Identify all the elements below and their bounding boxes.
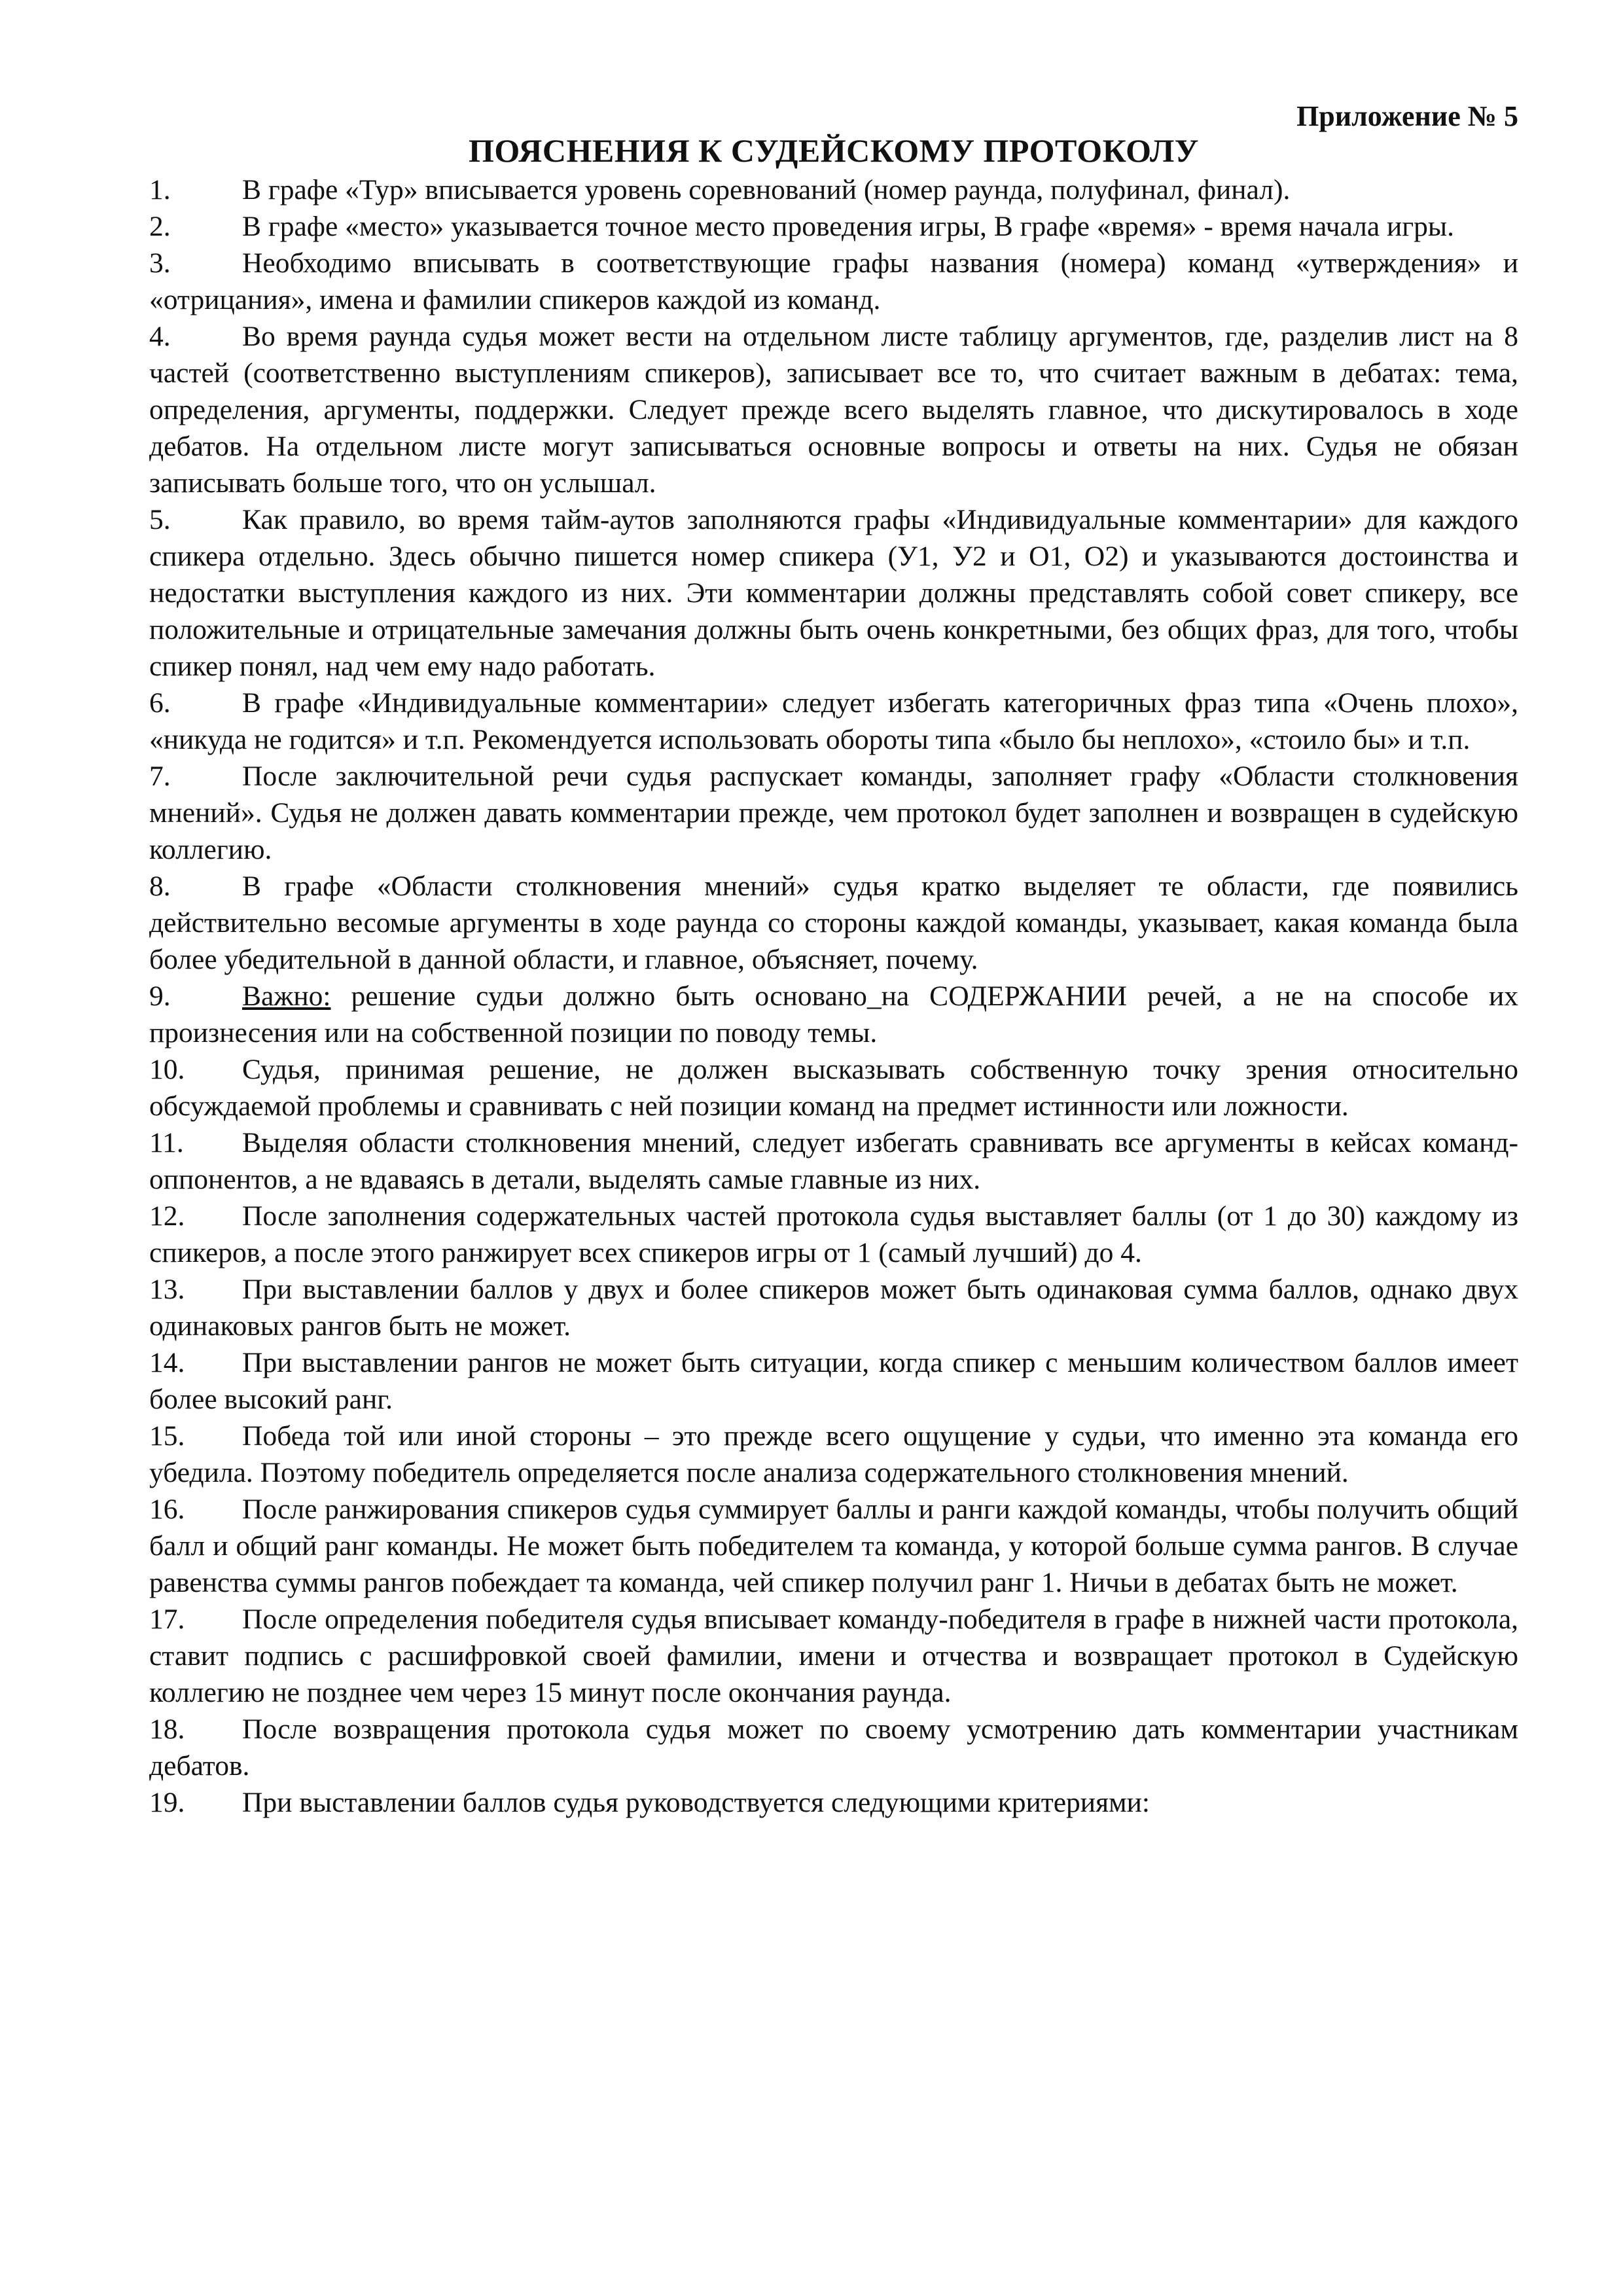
page-title: ПОЯСНЕНИЯ К СУДЕЙСКОМУ ПРОТОКОЛУ xyxy=(469,132,1199,169)
list-item xyxy=(149,1271,1518,1344)
item-text: В графе «Области столкновения мнений» судья кратко выделяет те области, где появились действительно весомые аргументы в ходе раунда со стороны каждой команды, указывает, какая команда была более убедительной в данной области, и главное, объясняет, почему. xyxy=(149,870,1518,975)
item-number: 7. xyxy=(149,761,171,792)
item-number: 2. xyxy=(149,211,171,242)
item-number: 15. xyxy=(149,1420,185,1452)
item-number: 14. xyxy=(149,1347,185,1378)
list-item xyxy=(149,208,1518,245)
item-number: 12. xyxy=(149,1200,185,1232)
list-item xyxy=(149,1051,1518,1124)
item-number: 10. xyxy=(149,1054,185,1085)
item-text: После заключительной речи судья распускает команды, заполняет графу «Области столкновения мнений». Судья не должен давать комментарии прежде, чем протокол будет заполнен и возвращен в судейскую коллегию. xyxy=(149,761,1518,865)
list-item xyxy=(149,978,1518,1051)
item-number: 19. xyxy=(149,1787,185,1818)
item-number: 17. xyxy=(149,1604,185,1635)
instructions-list xyxy=(149,171,1518,1821)
list-item xyxy=(149,318,1518,501)
item-text: После заполнения содержательных частей протокола судья выставляет баллы (от 1 до 30) каждому из спикеров, а после этого ранжирует всех спикеров игры от 1 (самый лучший) до 4. xyxy=(149,1200,1518,1268)
item-text: При выставлении баллов судья руководствуется следующими критериями: xyxy=(242,1787,1150,1818)
item-text: Необходимо вписывать в соответствующие графы названия (номера) команд «утверждения» и «отрицания», имена и фамилии спикеров каждой из команд. xyxy=(149,247,1518,315)
item-text: После возвращения протокола судья может по своему усмотрению дать комментарии участникам дебатов. xyxy=(149,1713,1518,1782)
list-item xyxy=(149,1198,1518,1271)
item-emphasis: Важно: xyxy=(242,980,331,1012)
item-text: После определения победителя судья вписывает команду-победителя в графе в нижней части протокола, ставит подпись с расшифровкой своей фамилии, имени и отчества и возвращает протокол в Судейскую коллегию не позднее чем через 15 минут после окончания раунда. xyxy=(149,1604,1518,1708)
item-text: Выделяя области столкновения мнений, следует избегать сравнивать все аргументы в кейсах команд-оппонентов, а не вдаваясь в детали, выделять самые главные из них. xyxy=(149,1127,1518,1195)
list-item xyxy=(149,1418,1518,1491)
item-number: 18. xyxy=(149,1713,185,1745)
item-text: Победа той или иной стороны – это прежде всего ощущение у судьи, что именно эта команда его убедила. Поэтому победитель определяется после анализа содержательного столкновения мнений. xyxy=(149,1420,1518,1488)
item-text: В графе «место» указывается точное место проведения игры, В графе «время» - время начала игры. xyxy=(242,211,1454,242)
list-item xyxy=(149,171,1518,208)
item-number: 4. xyxy=(149,321,171,352)
list-item xyxy=(149,1344,1518,1418)
item-number: 13. xyxy=(149,1274,185,1305)
item-text: Во время раунда судья может вести на отдельном листе таблицу аргументов, где, разделив лист на 8 частей (соответственно выступлениям спикеров), записывает все то, что считает важным в дебатах: тема, определения, аргументы, поддержки. Следует прежде всего выделять главное, что дискутировалось в ходе дебатов. На отдельном листе могут записываться основные вопросы и ответы на них. Судья не обязан записывать больше того, что он услышал. xyxy=(149,321,1518,499)
list-item xyxy=(149,1124,1518,1198)
item-number: 6. xyxy=(149,687,171,719)
item-number: 9. xyxy=(149,980,171,1012)
list-item xyxy=(149,868,1518,978)
list-item xyxy=(149,1601,1518,1711)
item-text: решение судьи должно быть основано_на СОДЕРЖАНИИ речей, а не на способе их произнесения или на собственной позиции по поводу темы. xyxy=(149,980,1518,1049)
list-item xyxy=(149,758,1518,868)
item-number: 1. xyxy=(149,174,171,206)
item-text: В графе «Тур» вписывается уровень соревнований (номер раунда, полуфинал, финал). xyxy=(242,174,1291,206)
item-number: 3. xyxy=(149,247,171,279)
item-number: 5. xyxy=(149,504,171,535)
list-item xyxy=(149,1711,1518,1784)
list-item xyxy=(149,501,1518,685)
item-text: При выставлении рангов не может быть ситуации, когда спикер с меньшим количеством баллов имеет более высокий ранг. xyxy=(149,1347,1518,1415)
list-item xyxy=(149,685,1518,758)
item-text: При выставлении баллов у двух и более спикеров может быть одинаковая сумма баллов, однако двух одинаковых рангов быть не может. xyxy=(149,1274,1518,1342)
item-text: После ранжирования спикеров судья суммирует баллы и ранги каждой команды, чтобы получить общий балл и общий ранг команды. Не может быть победителем та команда, у которой больше сумма рангов. В случае равенства суммы рангов побеждает та команда, чей спикер получил ранг 1. Ничьи в дебатах быть не может. xyxy=(149,1494,1518,1598)
item-number: 8. xyxy=(149,870,171,902)
item-number: 16. xyxy=(149,1494,185,1525)
item-text: Судья, принимая решение, не должен высказывать собственную точку зрения относительно обсуждаемой проблемы и сравнивать с ней позиции команд на предмет истинности или ложности. xyxy=(149,1054,1518,1122)
list-item xyxy=(149,1784,1518,1821)
item-text: Как правило, во время тайм-аутов заполняются графы «Индивидуальные комментарии» для каждого спикера отдельно. Здесь обычно пишется номер спикера (У1, У2 и О1, О2) и указываются достоинства и недостатки выступления каждого из них. Эти комментарии должны представлять собой совет спикеру, все положительные и отрицательные замечания должны быть очень конкретными, без общих фраз, для того, чтобы спикер понял, над чем ему надо работать. xyxy=(149,504,1518,682)
item-text: В графе «Индивидуальные комментарии» следует избегать категоричных фраз типа «Очень плохо», «никуда не годится» и т.п. Рекомендуется использовать обороты типа «было бы неплохо», «стоило бы» и т.п. xyxy=(149,687,1518,755)
list-item xyxy=(149,245,1518,318)
document-page xyxy=(149,98,1518,1821)
appendix-label: Приложение № 5 xyxy=(1296,100,1518,132)
list-item xyxy=(149,1491,1518,1601)
item-number: 11. xyxy=(149,1127,184,1158)
